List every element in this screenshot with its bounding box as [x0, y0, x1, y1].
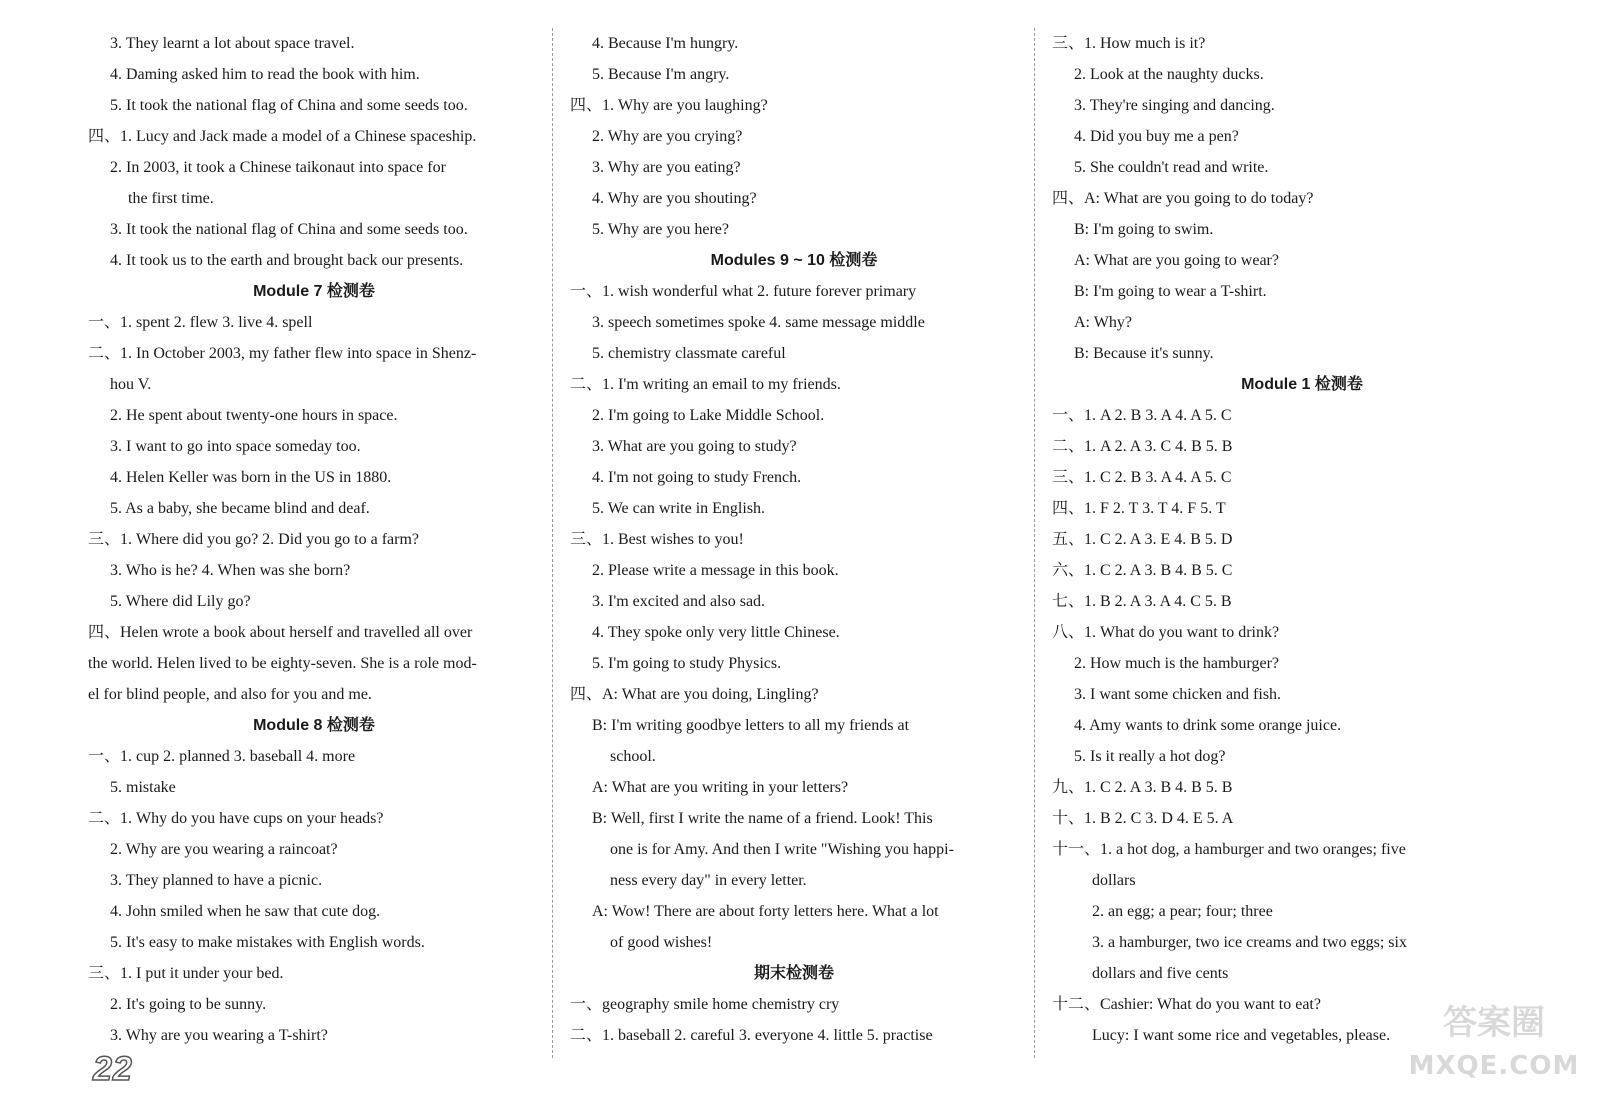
answer-line: 3. a hamburger, two ice creams and two eggs; six: [1092, 934, 1407, 951]
watermark-logo: 答案圈: [1443, 1003, 1545, 1043]
answer-line: 4. Did you buy me a pen?: [1074, 128, 1239, 145]
answer-line: dollars and five cents: [1092, 965, 1229, 982]
answer-line: 四、A: What are you doing, Lingling?: [570, 686, 819, 703]
answer-line: 四、1. Lucy and Jack made a model of a Chinese spaceship.: [88, 128, 477, 145]
answer-line: 5. She couldn't read and write.: [1074, 159, 1269, 176]
answer-line: 十二、Cashier: What do you want to eat?: [1052, 996, 1321, 1013]
answer-line: 八、1. What do you want to drink?: [1052, 624, 1280, 641]
answer-line: 四、1. Why are you laughing?: [570, 97, 768, 114]
answer-line: 5. It took the national flag of China and some seeds too.: [110, 97, 468, 114]
answer-line: 2. He spent about twenty-one hours in space.: [110, 407, 398, 424]
answer-line: B: I'm writing goodbye letters to all my friends at: [592, 717, 910, 734]
answer-line: 3. Who is he? 4. When was she born?: [110, 562, 351, 579]
answer-line: 四、A: What are you going to do today?: [1052, 190, 1314, 207]
section-heading: Modules 9 ~ 10 检测卷: [710, 252, 878, 269]
answer-line: 四、Helen wrote a book about herself and travelled all over: [88, 624, 473, 641]
answer-line: 4. Why are you shouting?: [592, 190, 757, 207]
answer-line: 3. Why are you eating?: [592, 159, 741, 176]
answer-line: 4. Because I'm hungry.: [592, 35, 739, 52]
watermark-url: MXQE.COM: [1408, 1051, 1580, 1081]
answer-line: 2. Look at the naughty ducks.: [1074, 66, 1264, 83]
answer-line: B: Well, first I write the name of a friend. Look! This: [592, 810, 933, 827]
answer-line: 2. In 2003, it took a Chinese taikonaut into space for: [110, 159, 446, 176]
section-heading: Module 7 检测卷: [253, 283, 375, 300]
answer-line: A: What are you writing in your letters?: [592, 779, 849, 796]
right-column: [1052, 28, 1552, 1051]
answer-line: 一、1. spent 2. flew 3. live 4. spell: [88, 314, 313, 331]
answer-line: 二、1. In October 2003, my father flew into space in Shenz-: [88, 345, 477, 362]
page-number: 22: [93, 1050, 133, 1088]
answer-line: 二、1. baseball 2. careful 3. everyone 4. little 5. practise: [570, 1027, 933, 1044]
answer-line: 5. We can write in English.: [592, 500, 766, 517]
answer-line: 4. Amy wants to drink some orange juice.: [1074, 717, 1342, 734]
answer-line: 十一、1. a hot dog, a hamburger and two oranges; five: [1052, 841, 1406, 858]
answer-line: 一、1. wish wonderful what 2. future forever primary: [570, 283, 917, 300]
answer-line: 4. It took us to the earth and brought back our presents.: [110, 252, 464, 269]
answer-line: school.: [610, 748, 656, 765]
answer-line: 4. Helen Keller was born in the US in 1880.: [110, 469, 392, 486]
answer-line: B: I'm going to swim.: [1074, 221, 1214, 238]
answer-line: 五、1. C 2. A 3. E 4. B 5. D: [1052, 531, 1233, 548]
answer-line: 一、geography smile home chemistry cry: [570, 996, 840, 1013]
answer-line: 5. Where did Lily go?: [110, 593, 251, 610]
answer-line: el for blind people, and also for you and me.: [88, 686, 372, 703]
answer-line: 2. Why are you wearing a raincoat?: [110, 841, 338, 858]
answer-line: A: Why?: [1074, 314, 1132, 331]
section-heading: Module 8 检测卷: [253, 717, 375, 734]
answer-line: 3. What are you going to study?: [592, 438, 797, 455]
answer-line: one is for Amy. And then I write "Wishing you happi-: [610, 841, 954, 858]
answer-line: Lucy: I want some rice and vegetables, please.: [1092, 1027, 1391, 1044]
answer-line: of good wishes!: [610, 934, 713, 951]
answer-line: 5. Because I'm angry.: [592, 66, 730, 83]
answer-line: 3. They're singing and dancing.: [1074, 97, 1275, 114]
answer-line: 5. It's easy to make mistakes with English words.: [110, 934, 425, 951]
answer-line: B: Because it's sunny.: [1074, 345, 1214, 362]
answer-line: 四、1. F 2. T 3. T 4. F 5. T: [1052, 500, 1226, 517]
middle-column: [570, 28, 1018, 1051]
answer-line: 九、1. C 2. A 3. B 4. B 5. B: [1052, 779, 1233, 796]
answer-line: 2. How much is the hamburger?: [1074, 655, 1279, 672]
answer-line: 5. mistake: [110, 779, 176, 796]
answer-line: 4. John smiled when he saw that cute dog.: [110, 903, 381, 920]
answer-line: 2. Please write a message in this book.: [592, 562, 839, 579]
answer-line: 2. It's going to be sunny.: [110, 996, 267, 1013]
answer-line: 六、1. C 2. A 3. B 4. B 5. C: [1052, 562, 1233, 579]
answer-line: 3. They planned to have a picnic.: [110, 872, 323, 889]
answer-line: 3. It took the national flag of China and some seeds too.: [110, 221, 468, 238]
answer-line: 3. Why are you wearing a T-shirt?: [110, 1027, 328, 1044]
answer-line: 4. They spoke only very little Chinese.: [592, 624, 840, 641]
answer-line: 5. I'm going to study Physics.: [592, 655, 782, 672]
answer-line: hou V.: [110, 376, 152, 393]
answer-line: B: I'm going to wear a T-shirt.: [1074, 283, 1267, 300]
answer-line: 5. Is it really a hot dog?: [1074, 748, 1226, 765]
answer-line: 3. I want some chicken and fish.: [1074, 686, 1282, 703]
answer-line: 4. I'm not going to study French.: [592, 469, 802, 486]
answer-line: ness every day" in every letter.: [610, 872, 807, 889]
section-heading: Module 1 检测卷: [1241, 376, 1363, 393]
watermark: [1404, 1000, 1584, 1100]
answer-line: 三、1. I put it under your bed.: [88, 965, 284, 982]
answer-line: the world. Helen lived to be eighty-seven. She is a role mod-: [88, 655, 477, 672]
answer-line: 七、1. B 2. A 3. A 4. C 5. B: [1052, 593, 1232, 610]
answer-line: 2. I'm going to Lake Middle School.: [592, 407, 825, 424]
answer-line: 5. Why are you here?: [592, 221, 729, 238]
answer-line: 5. As a baby, she became blind and deaf.: [110, 500, 370, 517]
answer-line: 3. They learnt a lot about space travel.: [110, 35, 355, 52]
left-column: [88, 28, 540, 1051]
answer-line: 三、1. Where did you go? 2. Did you go to a farm?: [88, 531, 420, 548]
answer-line: 二、1. Why do you have cups on your heads?: [88, 810, 384, 827]
answer-line: 4. Daming asked him to read the book with him.: [110, 66, 420, 83]
answer-line: A: Wow! There are about forty letters here. What a lot: [592, 903, 939, 920]
answer-line: A: What are you going to wear?: [1074, 252, 1279, 269]
answer-line: 3. I want to go into space someday too.: [110, 438, 361, 455]
answer-line: 三、1. How much is it?: [1052, 35, 1206, 52]
answer-line: 一、1. cup 2. planned 3. baseball 4. more: [88, 748, 356, 765]
answer-line: 3. I'm excited and also sad.: [592, 593, 766, 610]
answer-line: 二、1. I'm writing an email to my friends.: [570, 376, 841, 393]
column-divider: [552, 28, 553, 1058]
answer-line: 三、1. C 2. B 3. A 4. A 5. C: [1052, 469, 1232, 486]
answer-line: 十、1. B 2. C 3. D 4. E 5. A: [1052, 810, 1234, 827]
answer-line: 二、1. A 2. A 3. C 4. B 5. B: [1052, 438, 1233, 455]
answer-line: the first time.: [128, 190, 214, 207]
column-divider: [1034, 28, 1035, 1058]
answer-line: dollars: [1092, 872, 1136, 889]
section-heading: 期末检测卷: [753, 965, 834, 982]
answer-line: 2. Why are you crying?: [592, 128, 743, 145]
answer-line: 一、1. A 2. B 3. A 4. A 5. C: [1052, 407, 1232, 424]
answer-line: 三、1. Best wishes to you!: [570, 531, 744, 548]
answer-line: 3. speech sometimes spoke 4. same message middle: [592, 314, 925, 331]
answer-line: 5. chemistry classmate careful: [592, 345, 786, 362]
answer-line: 2. an egg; a pear; four; three: [1092, 903, 1273, 920]
